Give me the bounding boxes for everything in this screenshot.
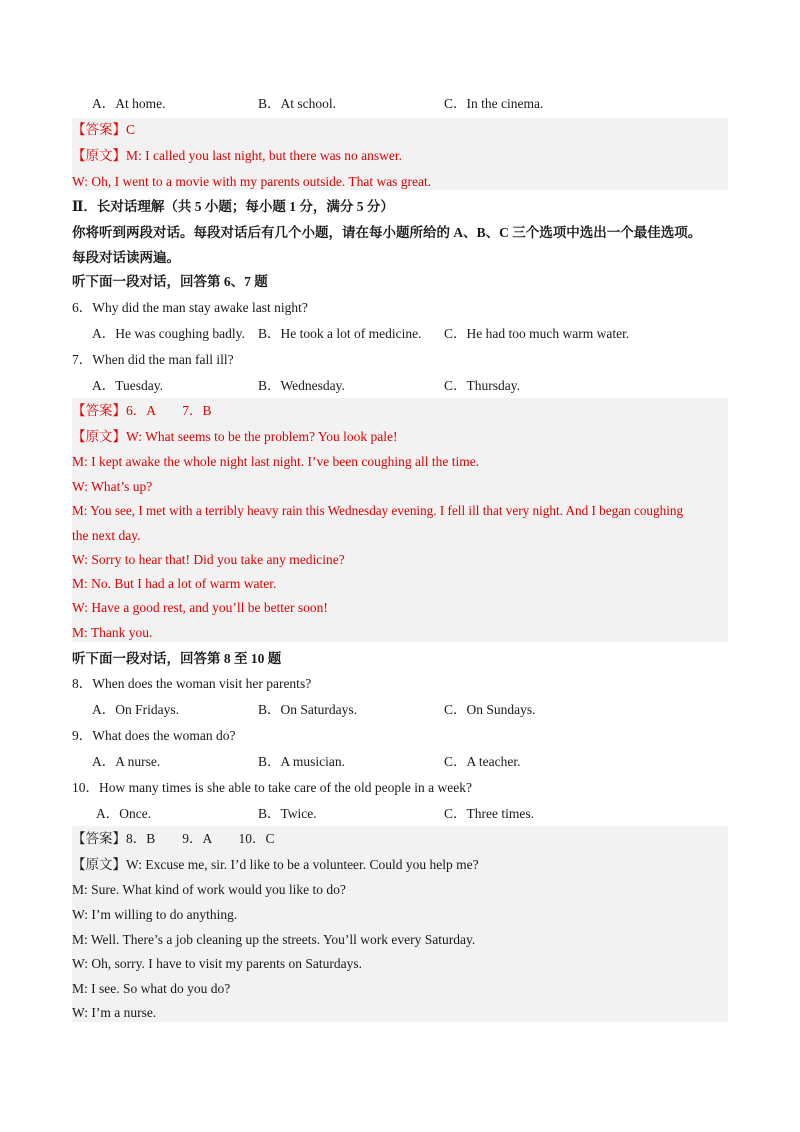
script-line: W: I’m a nurse. <box>72 1005 157 1020</box>
script-line: W: What’s up? <box>72 479 153 494</box>
dialogue2-answer: 【答案】8．B 9．A 10．C <box>72 831 275 846</box>
question-stem: 9．What does the woman do? <box>72 728 236 743</box>
section-instruction: 你将听到两段对话。每段对话后有几个小题，请在每小题所给的 A、B、C 三个选项中选出一个最佳选项。 <box>72 225 702 240</box>
script-line: 【原文】W: What seems to be the problem? You look pale! <box>72 429 398 444</box>
question-option: B．Twice. <box>258 806 317 821</box>
script-line: M: Thank you. <box>72 625 153 640</box>
script-line: M: I see. So what do you do? <box>72 981 231 996</box>
script-line: M: Well. There’s a job cleaning up the streets. You’ll work every Saturday. <box>72 932 476 947</box>
question-option: B．On Saturdays. <box>258 702 357 717</box>
script-line: M: I kept awake the whole night last night. I’ve been coughing all the time. <box>72 454 480 469</box>
q5-option-b: B．At school. <box>258 96 337 111</box>
script-line: the next day. <box>72 528 141 543</box>
script-line: 【原文】W: Excuse me, sir. I’d like to be a volunteer. Could you help me? <box>72 857 479 872</box>
question-option: A．A nurse. <box>92 754 161 769</box>
question-option: C．On Sundays. <box>444 702 536 717</box>
question-option: C．He had too much warm water. <box>444 326 630 341</box>
q5-option-a: A．At home. <box>92 96 166 111</box>
script-line: M: You see, I met with a terribly heavy rain this Wednesday evening. I fell ill that very night. And I began coughing <box>72 503 684 518</box>
question-option: A．He was coughing badly. <box>92 326 245 341</box>
script-line: W: Oh, sorry. I have to visit my parents on Saturdays. <box>72 956 362 971</box>
script-line: W: I’m willing to do anything. <box>72 907 238 922</box>
question-option: B．A musician. <box>258 754 345 769</box>
script-line: M: No. But I had a lot of warm water. <box>72 576 277 591</box>
q5-answer: 【答案】C <box>72 122 136 137</box>
question-option: B．He took a lot of medicine. <box>258 326 422 341</box>
q5-script-line: 【原文】M: I called you last night, but there was no answer. <box>72 148 402 163</box>
script-line: M: Sure. What kind of work would you like to do? <box>72 882 346 897</box>
question-option: A．Tuesday. <box>92 378 164 393</box>
question-stem: 6．Why did the man stay awake last night? <box>72 300 308 315</box>
question-option: B．Wednesday. <box>258 378 345 393</box>
q5-script-line: W: Oh, I went to a movie with my parents outside. That was great. <box>72 174 432 189</box>
question-option: C．Three times. <box>444 806 534 821</box>
section-instruction: 每段对话读两遍。 <box>72 250 180 265</box>
question-option: A．On Fridays. <box>92 702 179 717</box>
section-heading: Ⅱ．长对话理解（共 5 小题；每小题 1 分，满分 5 分） <box>72 199 394 214</box>
question-stem: 7．When did the man fall ill? <box>72 352 234 367</box>
script-line: W: Have a good rest, and you’ll be better soon! <box>72 600 328 615</box>
dialogue2-heading: 听下面一段对话，回答第 8 至 10 题 <box>72 651 282 666</box>
question-option: C．Thursday. <box>444 378 520 393</box>
q5-option-c: C．In the cinema. <box>444 96 544 111</box>
question-stem: 10．How many times is she able to take care of the old people in a week? <box>72 780 472 795</box>
question-option: A．Once. <box>96 806 152 821</box>
script-line: W: Sorry to hear that! Did you take any medicine? <box>72 552 345 567</box>
dialogue1-answer: 【答案】6．A 7．B <box>72 403 212 418</box>
question-stem: 8．When does the woman visit her parents? <box>72 676 312 691</box>
dialogue1-heading: 听下面一段对话，回答第 6、7 题 <box>72 274 268 289</box>
question-option: C．A teacher. <box>444 754 521 769</box>
